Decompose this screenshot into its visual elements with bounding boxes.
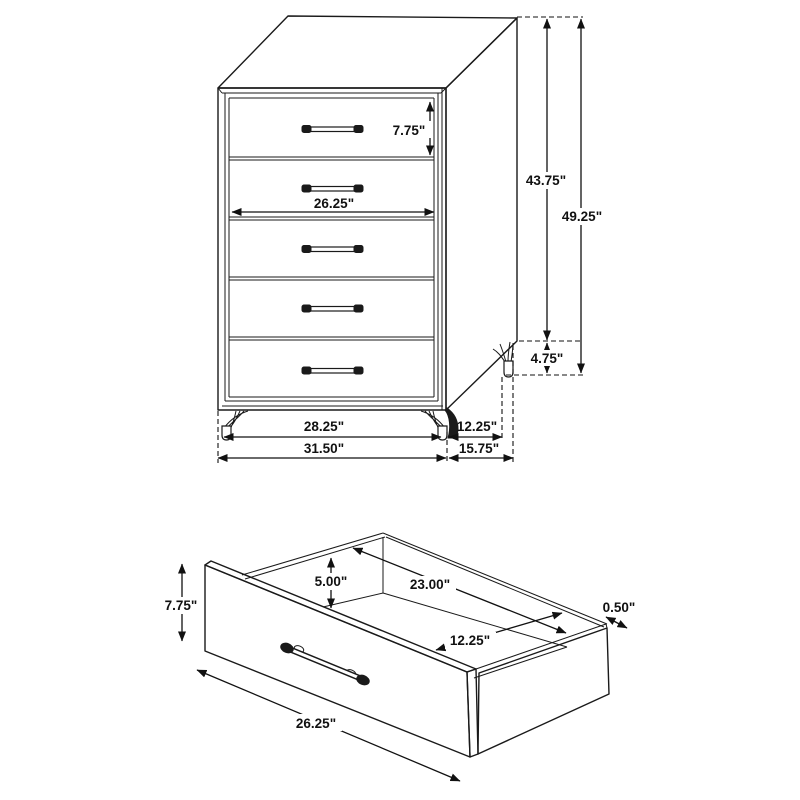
chest-side-panel	[446, 18, 517, 410]
dim-line-inner-length	[353, 548, 566, 633]
drawer-handle	[302, 367, 363, 374]
drawer-handle	[302, 126, 363, 133]
chest-leg-height-label: 4.75"	[530, 351, 564, 366]
drawer-front-panel-end-cap	[467, 669, 478, 757]
hairpin-leg-front-left	[222, 411, 248, 440]
chest-view	[218, 16, 607, 463]
chest-case-height-label: 43.75"	[525, 173, 567, 188]
chest-extension-lines	[218, 17, 583, 463]
drawer-view	[159, 533, 635, 781]
chest-overall-height-label: 49.25"	[561, 209, 603, 224]
chest-top-face	[218, 16, 517, 88]
chest-leg-span-depth-label: 12.25"	[456, 419, 498, 434]
drawer-handle	[279, 641, 370, 686]
chest-dimension-lines	[218, 19, 581, 458]
dim-line-panel-thickness	[606, 617, 627, 628]
drawer-handle	[302, 305, 363, 312]
chest-top-bevel	[218, 88, 446, 93]
drawer-inner-length-label: 23.00"	[409, 577, 451, 592]
drawer-right-wall	[478, 628, 609, 754]
chest-drawer-height-label: 7.75"	[392, 123, 426, 138]
hairpin-leg-front-right	[421, 408, 458, 440]
chest-overall-width-label: 31.50"	[303, 441, 345, 456]
drawer-panel-thickness-label: 0.50"	[602, 600, 636, 615]
drawer-handle	[302, 246, 363, 253]
drawer-handle	[302, 185, 363, 192]
drawer-inner-depth-label: 5.00"	[314, 574, 348, 589]
drawer-left-wall-rim	[242, 533, 385, 579]
chest-overall-depth-label: 15.75"	[458, 441, 500, 456]
chest-drawer-width-label: 26.25"	[313, 196, 355, 211]
drawer-front-height-label: 7.75"	[164, 598, 198, 613]
drawer-inner-width-label: 12.25"	[449, 633, 491, 648]
drawer-front-width-label: 26.25"	[295, 716, 337, 731]
chest-leg-span-width-label: 28.25"	[303, 419, 345, 434]
